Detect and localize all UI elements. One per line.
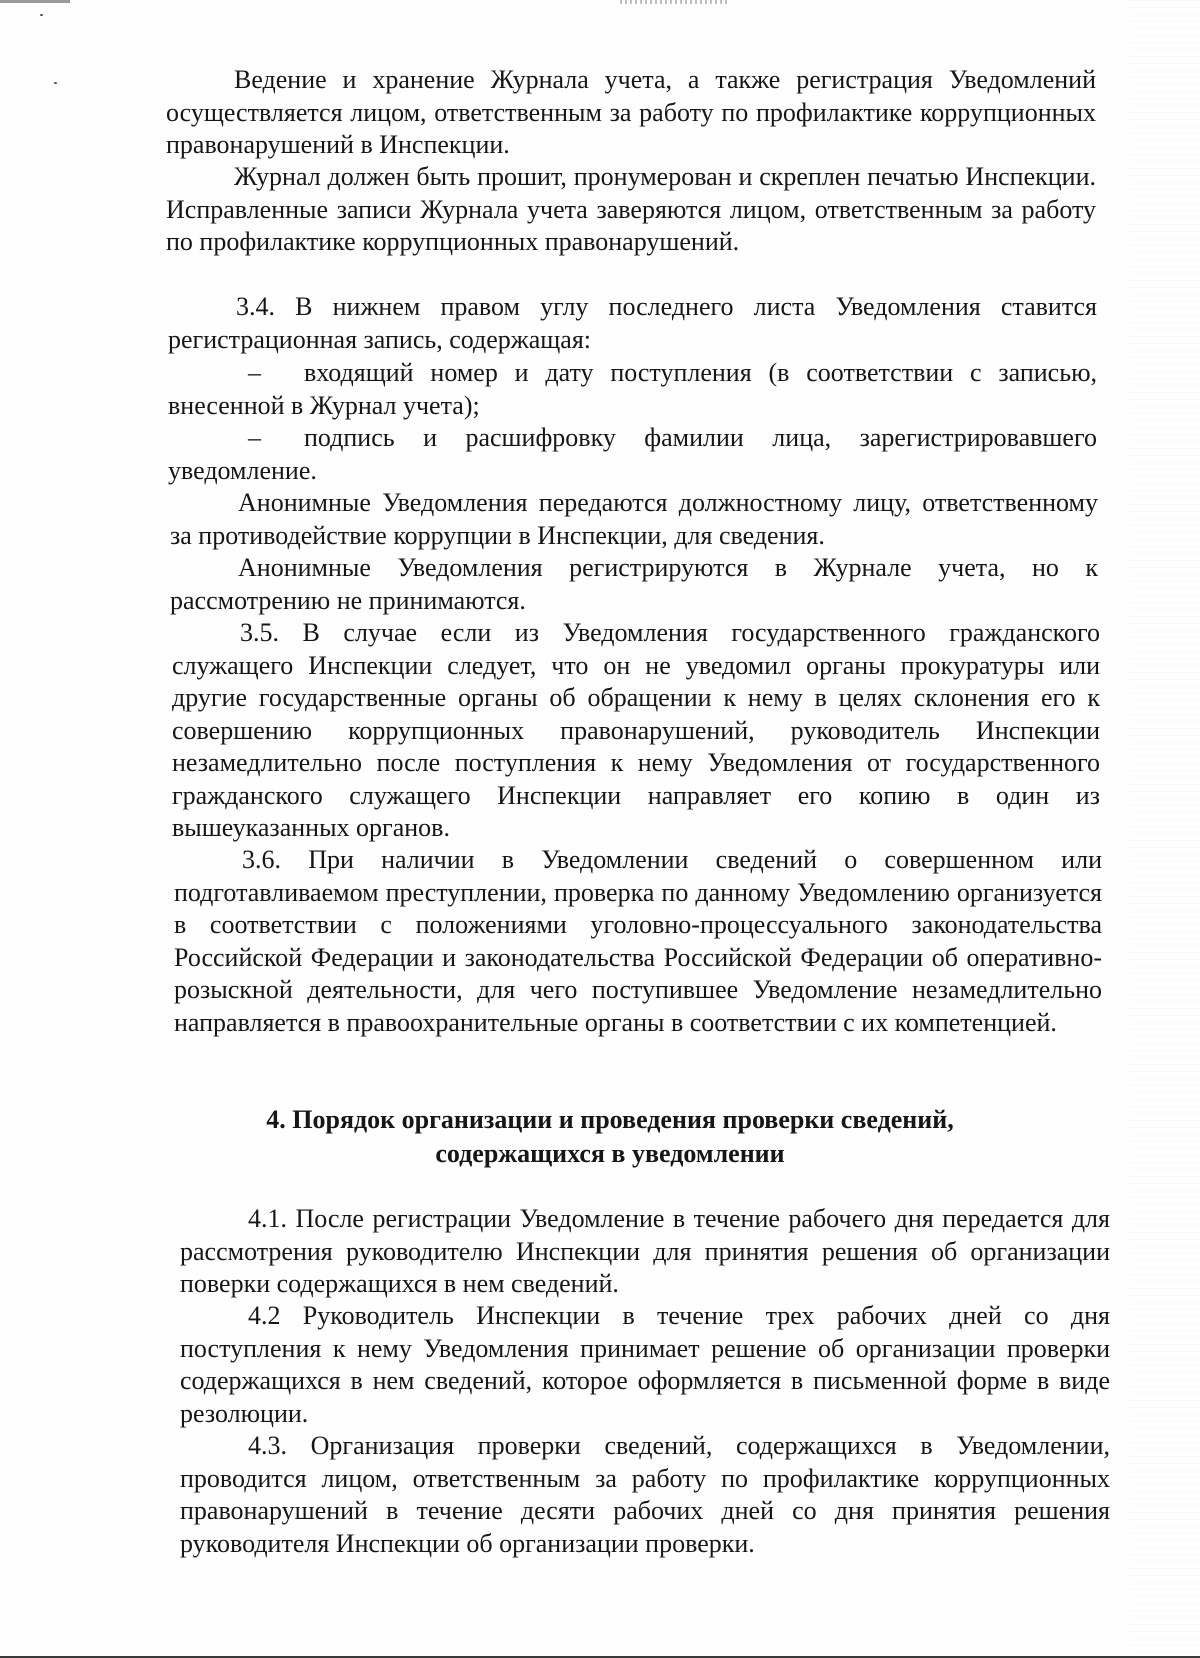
section-heading: [170, 1103, 1050, 1171]
list-item-text: подпись и расшифровку фамилии лица, зарегистрировавшего уведомление.: [168, 423, 1097, 485]
paragraph-4-1: 4.1. После регистрации Уведомление в течение рабочего дня передается для рассмотрения руководителю Инспекции для принятия решения об организации поверки содержащихся в нем сведений.: [180, 1204, 1110, 1298]
list-item-text: входящий номер и дату поступления (в соответствии с записью, внесенной в Журнал учета);: [168, 358, 1097, 420]
paragraph-journal-sealing: Журнал должен быть прошит, пронумерован и скреплен печатью Инспекции. Исправленные записи Журнала учета заверяются лицом, ответственным за работу по профилактике коррупционных правонарушений.: [166, 162, 1096, 256]
paragraph-4-2: 4.2 Руководитель Инспекции в течение трех рабочих дней со дня поступления к нему Уведомления принимает решение об организации проверки содержащихся в нем сведений, которое оформляется в письменной форме в виде резолюции.: [180, 1301, 1110, 1428]
list-item-incoming-number: [168, 357, 1097, 422]
list-dash: –: [248, 423, 261, 452]
list-dash: –: [248, 358, 261, 387]
paragraph-4-3: 4.3. Организация проверки сведений, содержащихся в Уведомлении, проводится лицом, ответственным за работу по профилактике коррупционных правонарушений в течение десяти рабочих дней со дня принятия решения руководителя Инспекции об организации проверки.: [180, 1431, 1110, 1558]
section-heading-line2: содержащихся в уведомлении: [435, 1139, 785, 1168]
paragraph-3-5: 3.5. В случае если из Уведомления государственного гражданского служащего Инспекции следует, что он не уведомил органы прокуратуры или другие государственные органы об обращении к нему в целях склонения его к совершению коррупционных правонарушений, руководитель Инспекции незамедлительно после поступления к нему Уведомления от государственного гражданского служащего Инспекции направляет его копию в один из вышеуказанных органов.: [172, 618, 1100, 842]
paragraph-3-4: 3.4. В нижнем правом углу последнего листа Уведомления ставится регистрационная запись, содержащая:: [168, 292, 1097, 354]
section-heading-line1: 4. Порядок организации и проведения проверки сведений,: [266, 1105, 954, 1134]
paragraph-anonymous-registered: Анонимные Уведомления регистрируются в Журнале учета, но к рассмотрению не принимаются.: [170, 553, 1098, 615]
paragraph-anonymous-forwarded: Анонимные Уведомления передаются должностному лицу, ответственному за противодействие коррупции в Инспекции, для сведения.: [170, 488, 1098, 550]
paragraph-journal-keeping: Ведение и хранение Журнала учета, а также регистрация Уведомлений осуществляется лицом, ответственным за работу по профилактике коррупционных правонарушений в Инспекции.: [166, 65, 1096, 159]
paragraph-3-6: 3.6. При наличии в Уведомлении сведений о совершенном или подготавливаемом преступлении, проверка по данному Уведомлению организуется в соответствии с положениями уголовно-процессуального законодательства Российской Федерации и законодательства Российской Федерации об оперативно-розыскной деятельности, для чего поступившее Уведомление незамедлительно направляется в правоохранительные органы в соответствии с их компетенцией.: [174, 845, 1102, 1037]
list-item-signature: [168, 422, 1097, 487]
